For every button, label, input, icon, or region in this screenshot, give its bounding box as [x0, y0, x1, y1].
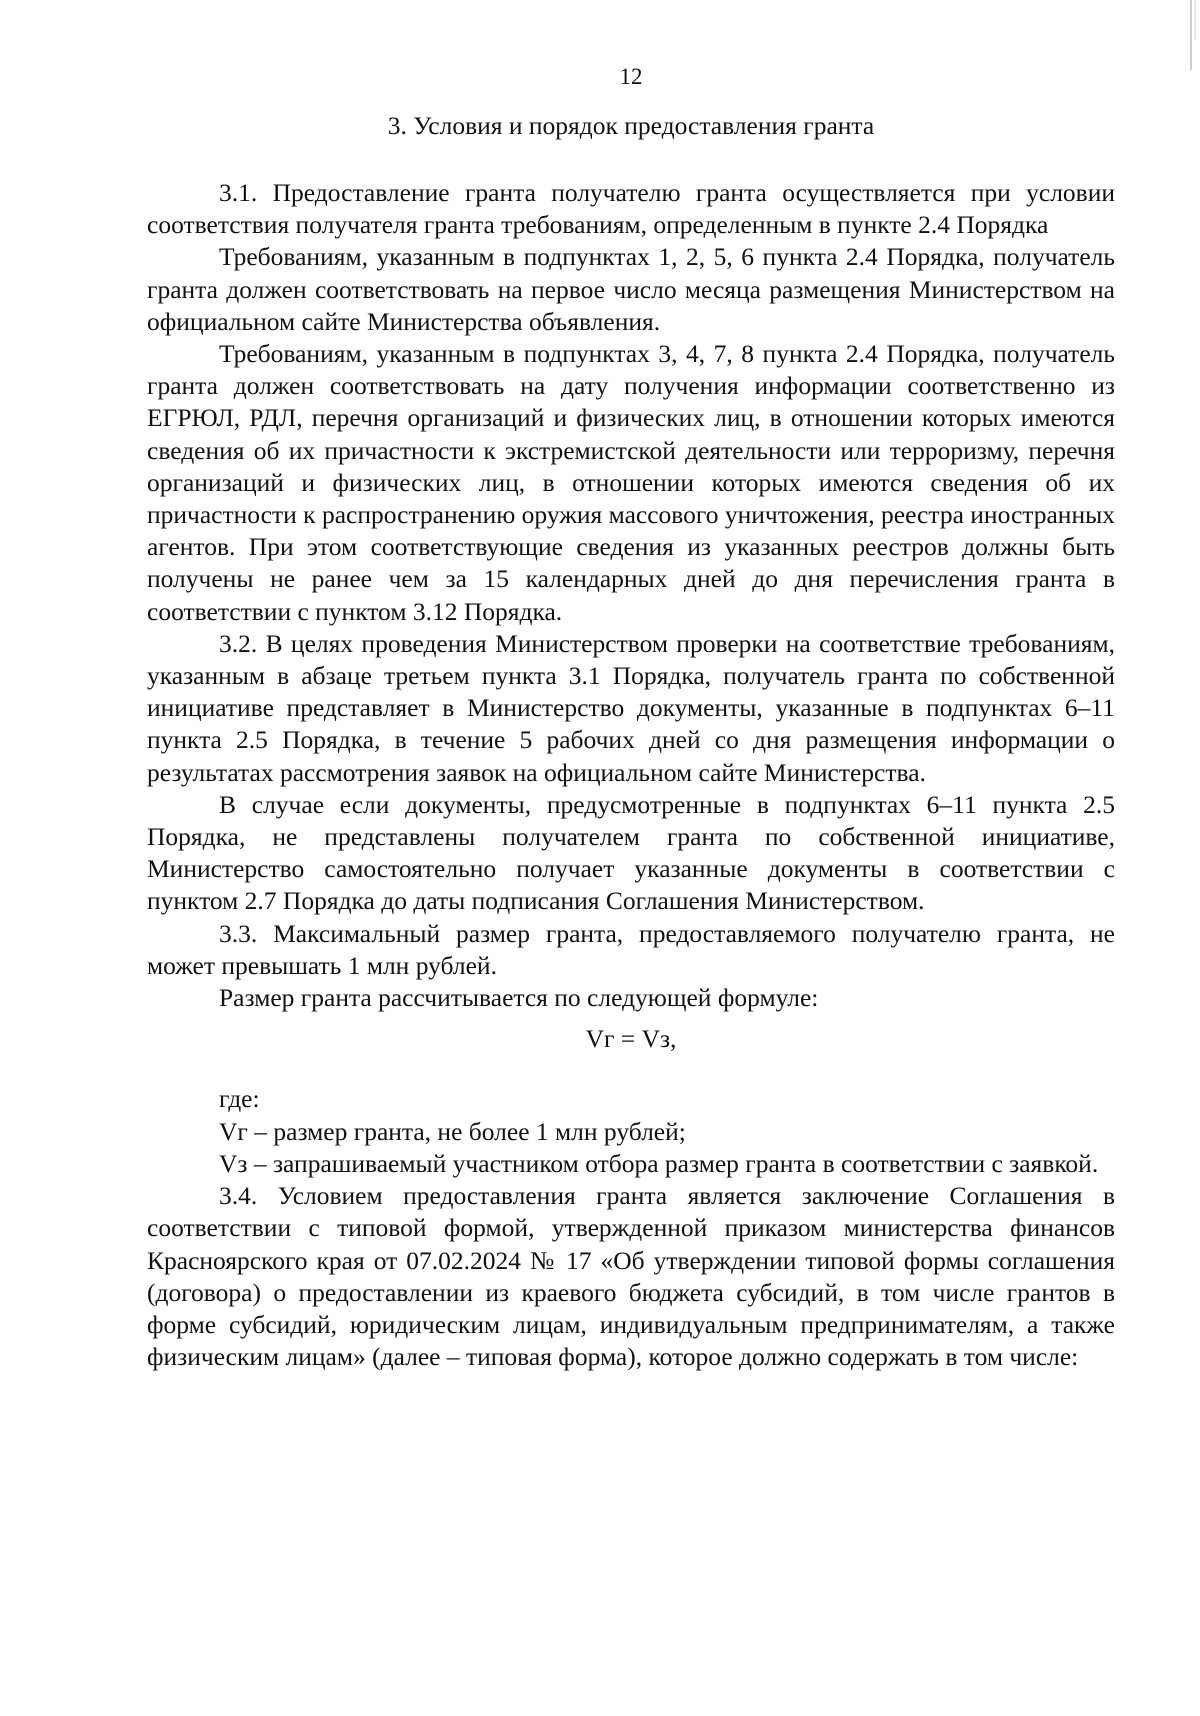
paragraph-3-3: 3.3. Максимальный размер гранта, предоставляемого получателю гранта, не может превышать 1 млн рублей. [147, 918, 1115, 980]
grant-formula: Vг = Vз, [585, 1024, 677, 1054]
paragraph-3-1: 3.1. Предоставление гранта получателю гранта осуществляется при условии соответствия получателя гранта требованиям, определенным в пункте 2.4 Порядка [147, 178, 1115, 240]
paragraph-3-2: 3.2. В целях проведения Министерством проверки на соответствие требованиям, указанным в абзаце третьем пункта 3.1 Порядка, получатель гранта по собственной инициативе представляет в Министерство документы, указанные в подпунктах 6–11 пункта 2.5 Порядка, в течение 5 рабочих дней со дня размещения информации о результатах рассмотрения заявок на официальном сайте Министерства. [147, 628, 1115, 787]
paragraph-requirements-2: Требованиям, указанным в подпунктах 3, 4, 7, 8 пункта 2.4 Порядка, получатель гранта должен соответствовать на дату получения информации соответственно из ЕГРЮЛ, РДЛ, перечня организаций и физических лиц, в отношении которых имеются сведения об их причастности к экстремистской деятельности или терроризму, перечня организаций и физических лиц, в отношении которых имеются сведения об их причастности к распространению оружия массового уничтожения, реестра иностранных агентов. При этом соответствующие сведения из указанных реестров должны быть получены не ранее чем за 15 календарных дней до дня перечисления гранта в соответствии с пунктом 3.12 Порядка. [147, 339, 1115, 626]
where-label: где: [219, 1084, 260, 1114]
paragraph-documents: В случае если документы, предусмотренные в подпунктах 6–11 пункта 2.5 Порядка, не представлены получателем гранта по собственной инициативе, Министерство самостоятельно получает указанные документы в соответствии с пунктом 2.7 Порядка до даты подписания Соглашения Министерством. [147, 789, 1115, 916]
scan-edge-mark [1190, 0, 1192, 70]
paragraph-requirements-1: Требованиям, указанным в подпунктах 1, 2, 5, 6 пункта 2.4 Порядка, получатель гранта должен соответствовать на первое число месяца размещения Министерством на официальном сайте Министерства объявления. [147, 242, 1115, 336]
document-body [147, 177, 1115, 1373]
definition-vz: Vз – запрашиваемый участником отбора размер гранта в соответствии с заявкой. [219, 1148, 1099, 1178]
scan-edge-mark [1194, 0, 1196, 40]
section-title: 3. Условия и порядок предоставления гранта [387, 111, 875, 140]
paragraph-3-4: 3.4. Условием предоставления гранта является заключение Соглашения в соответствии с типовой формой, утвержденной приказом министерства финансов Красноярского края от 07.02.2024 № 17 «Об утверждении типовой формы соглашения (договора) о предоставлении из краевого бюджета субсидий, в том числе грантов в форме субсидий, юридическим лицам, индивидуальным предпринимателям, а также физическим лицам» (далее – типовая форма), которое должно содержать в том числе: [147, 1181, 1115, 1372]
page-number: 12 [619, 64, 643, 89]
paragraph-formula-intro: Размер гранта рассчитывается по следующей формуле: [219, 983, 819, 1013]
definition-vg: Vг – размер гранта, не более 1 млн рублей; [219, 1116, 686, 1146]
